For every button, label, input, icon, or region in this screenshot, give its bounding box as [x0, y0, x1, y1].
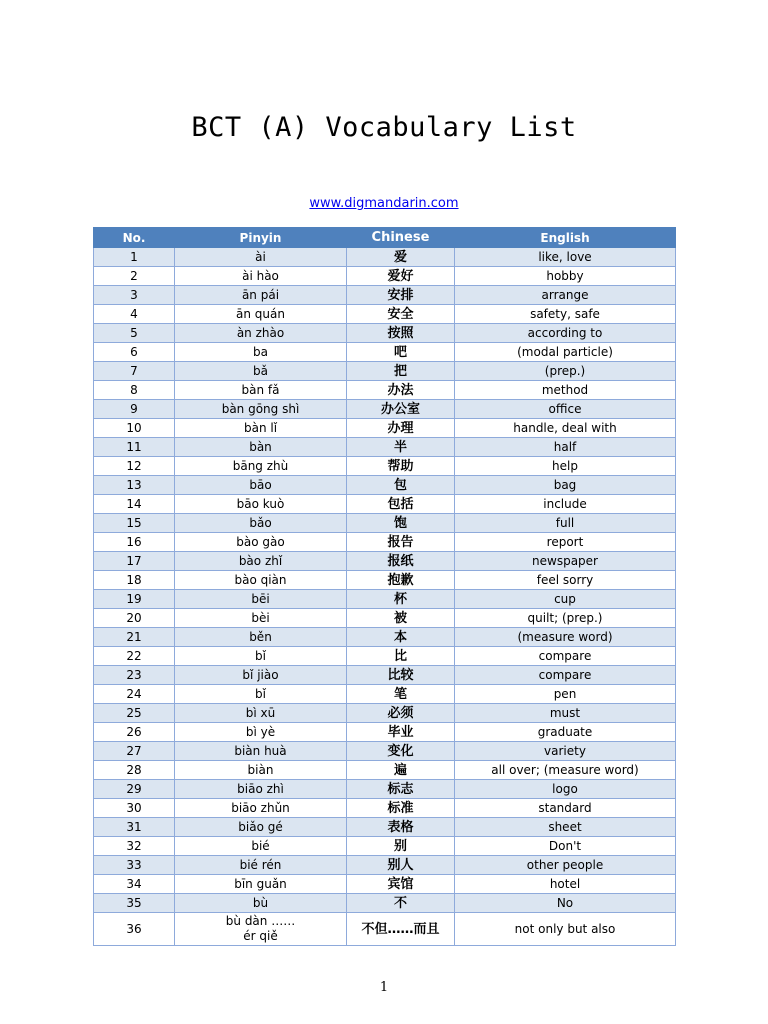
- cell-english: compare: [455, 647, 676, 666]
- cell-no: 36: [94, 913, 175, 946]
- cell-no: 21: [94, 628, 175, 647]
- table-row: [94, 609, 676, 628]
- cell-english: hotel: [455, 875, 676, 894]
- cell-chinese: 报告: [347, 533, 455, 552]
- cell-no: 33: [94, 856, 175, 875]
- cell-chinese: 包括: [347, 495, 455, 514]
- table-row: [94, 552, 676, 571]
- cell-no: 1: [94, 248, 175, 267]
- cell-no: 35: [94, 894, 175, 913]
- cell-chinese: 帮助: [347, 457, 455, 476]
- cell-english: method: [455, 381, 676, 400]
- cell-chinese: 安排: [347, 286, 455, 305]
- table-row: [94, 723, 676, 742]
- cell-chinese: 比较: [347, 666, 455, 685]
- cell-pinyin: ài hào: [175, 267, 347, 286]
- cell-chinese: 笔: [347, 685, 455, 704]
- cell-english: must: [455, 704, 676, 723]
- table-row: [94, 248, 676, 267]
- cell-no: 18: [94, 571, 175, 590]
- table-row: [94, 343, 676, 362]
- cell-chinese: 表格: [347, 818, 455, 837]
- cell-pinyin: bǐ jiào: [175, 666, 347, 685]
- cell-english: quilt; (prep.): [455, 609, 676, 628]
- cell-pinyin: bīn guǎn: [175, 875, 347, 894]
- cell-pinyin-line: ér qiě: [243, 929, 278, 943]
- cell-pinyin: ān quán: [175, 305, 347, 324]
- cell-pinyin: bào zhǐ: [175, 552, 347, 571]
- cell-pinyin: ba: [175, 343, 347, 362]
- cell-pinyin: bàn: [175, 438, 347, 457]
- table-row: [94, 362, 676, 381]
- cell-chinese: 半: [347, 438, 455, 457]
- table-row: [94, 818, 676, 837]
- cell-chinese: 不但……而且: [347, 913, 455, 946]
- cell-chinese: 必须: [347, 704, 455, 723]
- cell-no: 3: [94, 286, 175, 305]
- table-row: [94, 419, 676, 438]
- cell-pinyin: bǐ: [175, 647, 347, 666]
- cell-no: 15: [94, 514, 175, 533]
- cell-pinyin: bāng zhù: [175, 457, 347, 476]
- cell-pinyin: biàn huà: [175, 742, 347, 761]
- table-row: [94, 476, 676, 495]
- cell-english: arrange: [455, 286, 676, 305]
- cell-english: logo: [455, 780, 676, 799]
- table-row: [94, 666, 676, 685]
- table-row: [94, 571, 676, 590]
- cell-english: hobby: [455, 267, 676, 286]
- cell-chinese: 饱: [347, 514, 455, 533]
- table-row: [94, 913, 676, 946]
- cell-no: 23: [94, 666, 175, 685]
- table-row: [94, 324, 676, 343]
- cell-chinese: 标准: [347, 799, 455, 818]
- cell-no: 25: [94, 704, 175, 723]
- cell-no: 17: [94, 552, 175, 571]
- website-link[interactable]: www.digmandarin.com: [309, 196, 459, 211]
- cell-chinese: 办公室: [347, 400, 455, 419]
- cell-no: 10: [94, 419, 175, 438]
- cell-pinyin: běn: [175, 628, 347, 647]
- cell-pinyin: bì xū: [175, 704, 347, 723]
- cell-no: 22: [94, 647, 175, 666]
- cell-chinese: 本: [347, 628, 455, 647]
- table-row: [94, 894, 676, 913]
- cell-english: safety, safe: [455, 305, 676, 324]
- table-row: [94, 286, 676, 305]
- cell-no: 13: [94, 476, 175, 495]
- cell-chinese: 抱歉: [347, 571, 455, 590]
- cell-chinese: 办理: [347, 419, 455, 438]
- cell-pinyin: [175, 913, 347, 946]
- cell-pinyin: bào gào: [175, 533, 347, 552]
- cell-english: according to: [455, 324, 676, 343]
- cell-english: No: [455, 894, 676, 913]
- cell-pinyin: bào qiàn: [175, 571, 347, 590]
- cell-pinyin: biāo zhǔn: [175, 799, 347, 818]
- cell-no: 24: [94, 685, 175, 704]
- cell-no: 34: [94, 875, 175, 894]
- cell-pinyin-line: bù dàn ……: [225, 914, 296, 928]
- cell-chinese: 不: [347, 894, 455, 913]
- cell-pinyin: bǎo: [175, 514, 347, 533]
- cell-english: standard: [455, 799, 676, 818]
- cell-pinyin: bèi: [175, 609, 347, 628]
- cell-english: include: [455, 495, 676, 514]
- cell-english: report: [455, 533, 676, 552]
- cell-english: half: [455, 438, 676, 457]
- vocabulary-table: [93, 227, 676, 946]
- cell-english: office: [455, 400, 676, 419]
- table-row: [94, 761, 676, 780]
- cell-no: 8: [94, 381, 175, 400]
- cell-english: not only but also: [455, 913, 676, 946]
- cell-pinyin: bàn lǐ: [175, 419, 347, 438]
- cell-pinyin: biǎo gé: [175, 818, 347, 837]
- cell-chinese: 变化: [347, 742, 455, 761]
- cell-pinyin: bì yè: [175, 723, 347, 742]
- cell-no: 26: [94, 723, 175, 742]
- cell-english: (prep.): [455, 362, 676, 381]
- table-row: [94, 704, 676, 723]
- cell-no: 5: [94, 324, 175, 343]
- cell-pinyin: ān pái: [175, 286, 347, 305]
- cell-chinese: 别: [347, 837, 455, 856]
- table-row: [94, 647, 676, 666]
- cell-english: other people: [455, 856, 676, 875]
- cell-chinese: 按照: [347, 324, 455, 343]
- cell-chinese: 包: [347, 476, 455, 495]
- cell-no: 12: [94, 457, 175, 476]
- cell-chinese: 毕业: [347, 723, 455, 742]
- table-row: [94, 305, 676, 324]
- cell-english: (measure word): [455, 628, 676, 647]
- cell-no: 32: [94, 837, 175, 856]
- page-title: BCT (A) Vocabulary List: [191, 112, 577, 143]
- cell-english: compare: [455, 666, 676, 685]
- cell-no: 19: [94, 590, 175, 609]
- cell-english: Don't: [455, 837, 676, 856]
- cell-english: sheet: [455, 818, 676, 837]
- cell-chinese: 爱: [347, 248, 455, 267]
- header-english: English: [455, 228, 676, 248]
- cell-chinese: 爱好: [347, 267, 455, 286]
- table-row: [94, 685, 676, 704]
- cell-no: 2: [94, 267, 175, 286]
- cell-chinese: 吧: [347, 343, 455, 362]
- cell-no: 30: [94, 799, 175, 818]
- cell-english: cup: [455, 590, 676, 609]
- cell-chinese: 比: [347, 647, 455, 666]
- cell-english: variety: [455, 742, 676, 761]
- table-row: [94, 495, 676, 514]
- cell-pinyin: ài: [175, 248, 347, 267]
- cell-english: full: [455, 514, 676, 533]
- cell-english: like, love: [455, 248, 676, 267]
- table-row: [94, 381, 676, 400]
- table-row: [94, 875, 676, 894]
- cell-pinyin: bāo: [175, 476, 347, 495]
- cell-chinese: 办法: [347, 381, 455, 400]
- table-header-row: [94, 228, 676, 248]
- cell-english: (modal particle): [455, 343, 676, 362]
- cell-english: bag: [455, 476, 676, 495]
- cell-pinyin: bié rén: [175, 856, 347, 875]
- cell-pinyin: àn zhào: [175, 324, 347, 343]
- cell-chinese: 宾馆: [347, 875, 455, 894]
- cell-no: 4: [94, 305, 175, 324]
- cell-english: newspaper: [455, 552, 676, 571]
- cell-pinyin: bǐ: [175, 685, 347, 704]
- page-number: 1: [379, 980, 389, 995]
- cell-chinese: 报纸: [347, 552, 455, 571]
- table-row: [94, 514, 676, 533]
- cell-chinese: 把: [347, 362, 455, 381]
- cell-no: 16: [94, 533, 175, 552]
- cell-no: 29: [94, 780, 175, 799]
- cell-chinese: 标志: [347, 780, 455, 799]
- cell-no: 27: [94, 742, 175, 761]
- cell-english: handle, deal with: [455, 419, 676, 438]
- table-row: [94, 457, 676, 476]
- header-pinyin: Pinyin: [175, 228, 347, 248]
- table-row: [94, 628, 676, 647]
- cell-english: all over; (measure word): [455, 761, 676, 780]
- cell-chinese: 杯: [347, 590, 455, 609]
- cell-chinese: 遍: [347, 761, 455, 780]
- cell-chinese: 安全: [347, 305, 455, 324]
- table-row: [94, 267, 676, 286]
- cell-pinyin: bēi: [175, 590, 347, 609]
- cell-no: 28: [94, 761, 175, 780]
- cell-pinyin: bù: [175, 894, 347, 913]
- cell-no: 6: [94, 343, 175, 362]
- cell-no: 9: [94, 400, 175, 419]
- cell-english: pen: [455, 685, 676, 704]
- cell-pinyin: biāo zhì: [175, 780, 347, 799]
- cell-no: 14: [94, 495, 175, 514]
- cell-no: 7: [94, 362, 175, 381]
- table-row: [94, 742, 676, 761]
- cell-pinyin: bāo kuò: [175, 495, 347, 514]
- table-row: [94, 837, 676, 856]
- cell-pinyin: biàn: [175, 761, 347, 780]
- table-row: [94, 590, 676, 609]
- cell-english: graduate: [455, 723, 676, 742]
- cell-pinyin: bié: [175, 837, 347, 856]
- cell-no: 20: [94, 609, 175, 628]
- cell-english: help: [455, 457, 676, 476]
- cell-pinyin: bǎ: [175, 362, 347, 381]
- cell-english: feel sorry: [455, 571, 676, 590]
- cell-no: 31: [94, 818, 175, 837]
- table-row: [94, 400, 676, 419]
- cell-no: 11: [94, 438, 175, 457]
- cell-chinese: 被: [347, 609, 455, 628]
- table-row: [94, 533, 676, 552]
- header-chinese: Chinese: [347, 228, 455, 248]
- table-row: [94, 799, 676, 818]
- table-row: [94, 780, 676, 799]
- header-no: No.: [94, 228, 175, 248]
- table-row: [94, 856, 676, 875]
- table-row: [94, 438, 676, 457]
- cell-pinyin: bàn gōng shì: [175, 400, 347, 419]
- cell-pinyin: bàn fǎ: [175, 381, 347, 400]
- cell-chinese: 别人: [347, 856, 455, 875]
